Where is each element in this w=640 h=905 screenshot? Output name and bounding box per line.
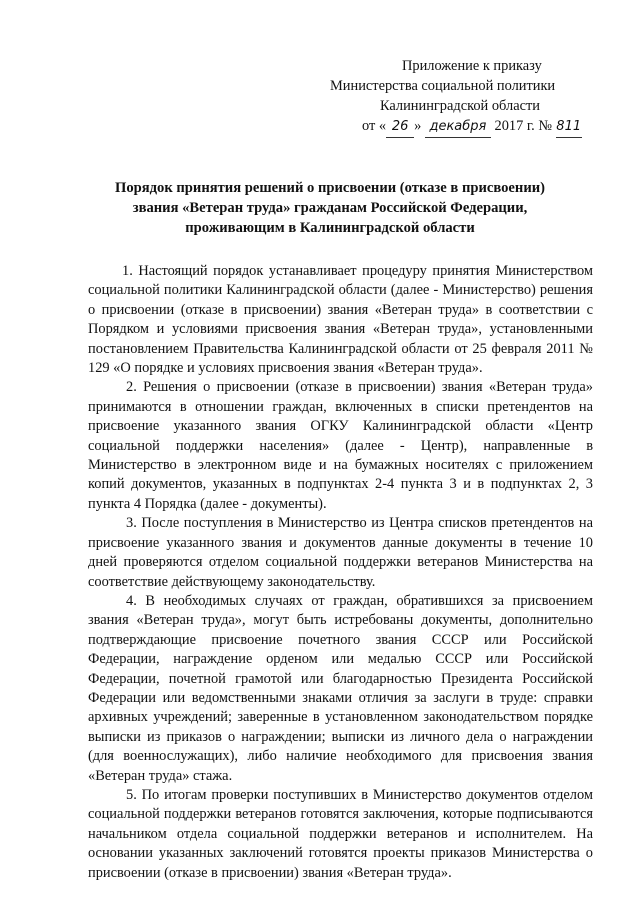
annex-line-2: Министерства социальной политики bbox=[330, 78, 556, 94]
annex-header bbox=[330, 56, 590, 138]
paragraph-2: 2. Решения о присвоении (отказе в присвоении) звания «Ветеран труда» принимаются в отношении граждан, включенных в списки претендентов на присвоение указанного звания ОГКУ Калининградской области «Центр социальной поддержки населения» (далее - Центр), направленные в Министерство в электронном виде и на бумажных носителях с приложением копий документов, указанных в подпунктах 2-4 пункта 3 и в подпунктах 2, 3 пункта 4 Порядка (далее - документы). bbox=[88, 379, 593, 512]
title-line-2: звания «Ветеран труда» гражданам Российской Федерации, bbox=[132, 200, 528, 216]
paragraph-1: 1. Настоящий порядок устанавливает процедуру принятия Министерством социальной политики Калининградской области (далее - Министерство) решения о присвоении (отказе в присвоении) звания «Ветеран труда» в соответствии с Порядком и условиями присвоения звания «Ветеран труда», установленными постановлением Правительства Калининградской области от 25 февраля 2011 № 129 «О порядке и условиях присвоения звания «Ветеран труда». bbox=[88, 263, 593, 377]
document-body bbox=[88, 262, 593, 883]
annex-line-3: Калининградской области bbox=[380, 98, 540, 114]
handwritten-order-number: 811 bbox=[556, 117, 582, 138]
date-mid: » bbox=[414, 118, 422, 134]
handwritten-day: 26 bbox=[386, 117, 414, 138]
date-prefix: от « bbox=[362, 118, 387, 134]
paragraph-5: 5. По итогам проверки поступивших в Министерство документов отделом социальной поддержки ветеранов готовятся заключения, которые подписываются начальником отдела социальной поддержки ветеранов и исполнителем. На основании указанных заключений готовятся проекты приказов Министерства о присвоении (отказе в присвоении) звания «Ветеран труда». bbox=[88, 786, 593, 881]
annex-line-1: Приложение к приказу bbox=[402, 58, 542, 74]
annex-date-line bbox=[330, 116, 590, 138]
handwritten-month: декабря bbox=[425, 117, 491, 138]
paragraph-3: 3. После поступления в Министерство из Центра списков претендентов на присвоение указанного звания и документов данные документы в течение 10 дней проверяются отделом социальной поддержки ветеранов Министерства на соответствие действующему законодательству. bbox=[88, 515, 593, 590]
paragraph-4: 4. В необходимых случаях от граждан, обратившихся за присвоением звания «Ветеран труда», могут быть истребованы документы, дополнительно подтверждающие присвоение почетного звания СССР или Российской Федерации, награждение орденом или медалью СССР или Российской Федерации, почетной грамотой или благодарностью Президента Российской Федерации или ведомственными знаками отличия за заслуги в труде: справки архивных учреждений; заверенные в установленном законодательством порядке выписки из приказов о награждении; выписки из личного дела о награждении (для военнослужащих), либо наличие необходимого для присвоения звания «Ветеран труда» стажа. bbox=[88, 592, 593, 784]
document-title bbox=[70, 178, 590, 238]
title-line-1: Порядок принятия решений о присвоении (отказе в присвоении) bbox=[115, 180, 545, 196]
title-line-3: проживающим в Калининградской области bbox=[185, 220, 475, 236]
date-year: 2017 г. № bbox=[494, 118, 553, 134]
